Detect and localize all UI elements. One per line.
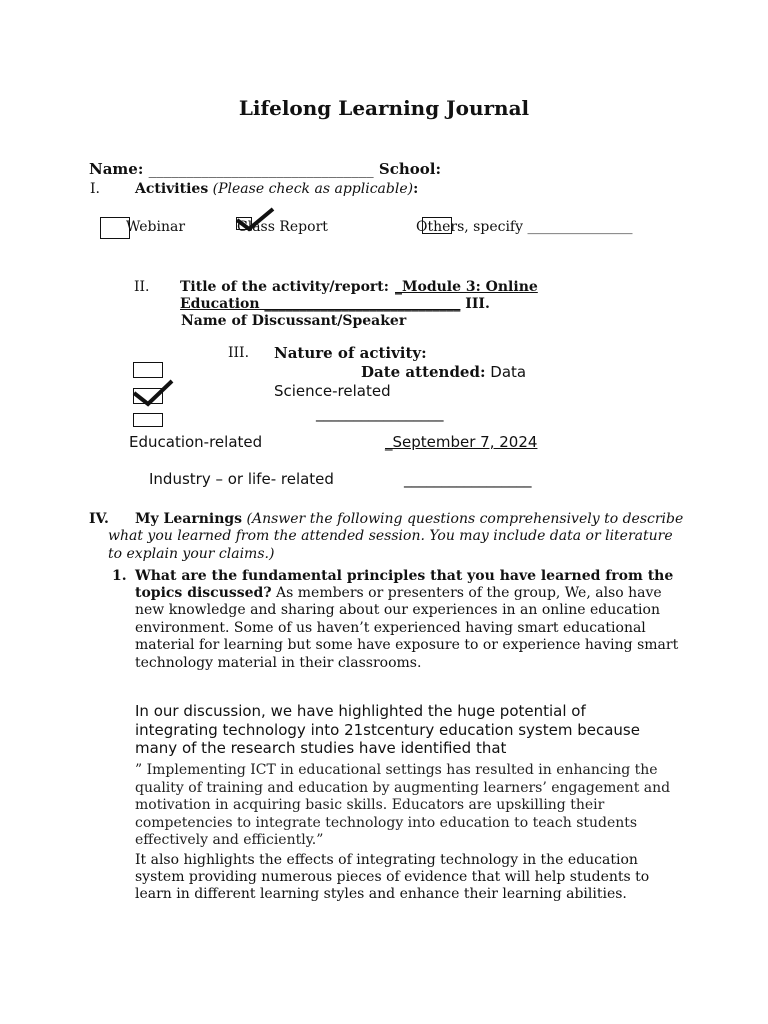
discussion-line: many of the research studies have identified that — [135, 739, 507, 757]
effects-paragraph — [135, 852, 649, 903]
effects-line: system providing numerous pieces of evidence that will help students to — [135, 869, 650, 885]
section-1-heading — [135, 181, 418, 197]
date-attended-value: _September 7, 2024 — [385, 433, 538, 451]
effects-line: learn in different learning styles and enhance their learning abilities. — [135, 886, 627, 902]
class-report-label: Class Report — [237, 219, 328, 235]
section-1-number: I. — [90, 181, 100, 197]
my-learnings-hint-3: to explain your claims.) — [108, 546, 275, 562]
section-3-number: III. — [228, 345, 250, 361]
quote-line: ” Implementing ICT in educational settings has resulted in enhancing the — [135, 762, 658, 778]
education-related-label: Education-related — [129, 433, 263, 451]
activity-title-value: _Module 3: Online — [395, 279, 538, 295]
question-1-number: 1. — [112, 568, 127, 584]
nature-blank-2[interactable]: _________________ — [404, 470, 532, 488]
name-row — [89, 160, 441, 178]
name-field[interactable]: ______________________________ — [148, 160, 374, 178]
quote-line: effectively and efficiently.” — [135, 832, 324, 848]
activity-title-value-cont: Education ____________________________ — [180, 296, 461, 312]
activities-colon: : — [413, 181, 419, 197]
others-label: Others, specify _______________ — [416, 219, 633, 235]
section-4-heading — [135, 511, 683, 527]
section-4-number: IV. — [89, 511, 109, 527]
activities-label: Activities — [135, 181, 209, 197]
checkmark-icon — [132, 378, 174, 408]
webinar-label: Webinar — [126, 219, 186, 235]
school-label: School: — [378, 160, 441, 178]
activities-hint: (Please check as applicable) — [212, 181, 414, 197]
my-learnings-hint-2: what you learned from the attended session. You may include data or literature — [108, 528, 673, 544]
industry-related-label: Industry – or life- related — [149, 470, 334, 488]
activity-title-line2 — [180, 296, 490, 312]
quote-line: motivation in acquiring basic skills. Educators are upskilling their — [135, 797, 605, 813]
answer-1-paragraph — [135, 602, 678, 672]
science-related-label: Science-related — [274, 382, 391, 400]
answer-line: environment. Some of us haven’t experienced having smart educational — [135, 619, 646, 636]
nature-blank-1[interactable]: _________________ — [316, 404, 444, 422]
industry-checkbox[interactable] — [133, 413, 163, 427]
effects-line: It also highlights the effects of integrating technology in the education — [135, 852, 638, 868]
question-1-line-1: What are the fundamental principles that you have learned from the — [135, 568, 674, 584]
my-learnings-label: My Learnings — [135, 511, 243, 527]
discussion-line: In our discussion, we have highlighted the huge potential of — [135, 702, 586, 720]
section-2-number: II. — [134, 279, 150, 295]
quote-paragraph — [135, 762, 670, 850]
answer-1-start: As members or presenters of the group, We, also have — [271, 585, 662, 601]
discussion-line: integrating technology into 21stcentury education system because — [135, 720, 640, 739]
question-1-topics: topics discussed? — [135, 585, 272, 601]
page-title: Lifelong Learning Journal — [238, 96, 530, 120]
date-attended-tail: Data — [490, 363, 527, 381]
activity-title-label: Title of the activity/report: — [180, 279, 389, 295]
answer-line: new knowledge and sharing about our experiences in an online education — [135, 602, 660, 618]
discussant-label: Name of Discussant/Speaker — [181, 313, 407, 329]
quote-line: competencies to integrate technology into education to teach students — [135, 814, 638, 831]
discussion-paragraph — [135, 702, 640, 758]
date-attended-row — [361, 363, 526, 381]
nature-of-activity-label: Nature of activity: — [274, 344, 427, 362]
question-1-line-2 — [135, 585, 662, 601]
my-learnings-hint-1: (Answer the following questions comprehensively to describe — [246, 511, 684, 527]
section-3-inline-number: III. — [465, 296, 490, 312]
answer-line: technology material in their classrooms. — [135, 654, 422, 671]
name-label: Name: — [89, 160, 144, 178]
science-checkbox[interactable] — [133, 362, 163, 378]
answer-line: material for learning but some have exposure to or experience having smart — [135, 637, 679, 653]
date-attended-label: Date attended: — [361, 363, 486, 381]
quote-line: quality of training and education by augmenting learners’ engagement and — [135, 779, 671, 796]
